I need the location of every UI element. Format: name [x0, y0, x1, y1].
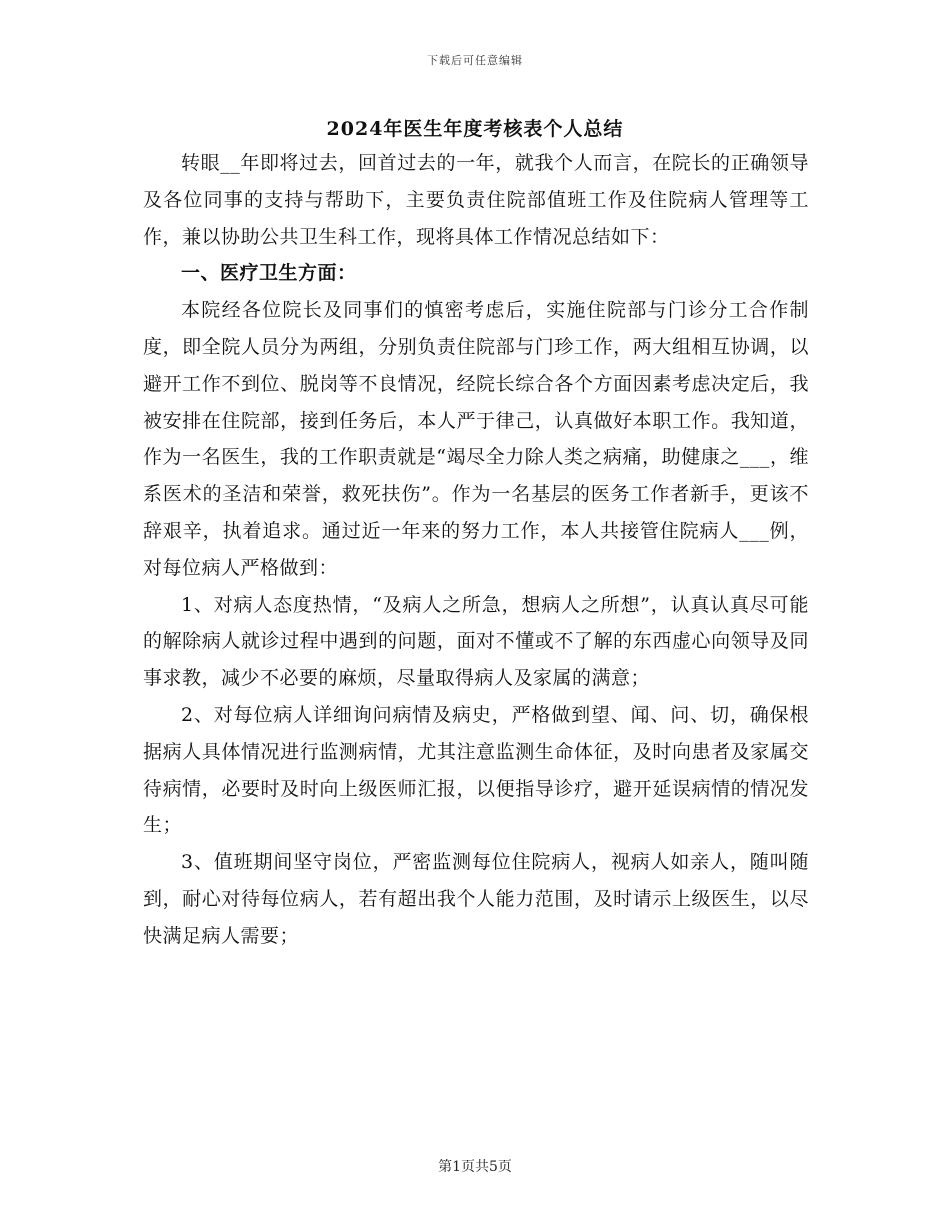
- intro-paragraph: 转眼__年即将过去，回首过去的一年，就我个人而言，在院长的正确领导及各位同事的支持与帮助下，主要负责住院部值班工作及住院病人管理等工作，兼以协助公共卫生科工作，现将具体工作情况总结如下：: [143, 152, 809, 248]
- list-item-1: 1、对病人态度热情，“及病人之所急，想病人之所想”，认真认真尽可能的解除病人就诊过程中遇到的问题，面对不懂或不了解的东西虚心向领导及同事求教，减少不必要的麻烦，尽量取得病人及家属的满意；: [143, 593, 809, 690]
- page-number: 第1页共5页: [438, 1159, 512, 1175]
- document-title: 2024年医生年度考核表个人总结: [326, 118, 624, 140]
- document-body: [143, 145, 809, 955]
- section-paragraph: 本院经各位院长及同事们的慎密考虑后，实施住院部与门诊分工合作制度，即全院人员分为两组，分别负责住院部与门珍工作，两大组相互协调，以避开工作不到位、脱岗等不良情况，经院长综合各个方面因素考虑决定后，我被安排在住院部，接到任务后，本人严于律己，认真做好本职工作。我知道，作为一名医生，我的工作职责就是“竭尽全力除人类之病痛，助健康之___，维系医术的圣洁和荣誉，救死扶伤”。作为一名基层的医务工作者新手，更该不辞艰辛，执着追求。通过近一年来的努力工作，本人共接管住院病人___例，对每位病人严格做到：: [143, 299, 809, 579]
- page-header-note: 下载后可任意编辑: [427, 54, 523, 67]
- section-heading-medical: 一、医疗卫生方面：: [181, 262, 357, 285]
- list-item-3: 3、值班期间坚守岗位，严密监测每位住院病人，视病人如亲人，随叫随到，耐心对待每位病人，若有超出我个人能力范围，及时请示上级医生，以尽快满足病人需要；: [143, 851, 809, 947]
- list-item-2: 2、对每位病人详细询问病情及病史，严格做到望、闻、问、切，确保根据病人具体情况进行监测病情，尤其注意监测生命体征，及时向患者及家属交待病情，必要时及时向上级医师汇报，以便指导诊疗，避开延误病情的情况发生；: [143, 703, 809, 837]
